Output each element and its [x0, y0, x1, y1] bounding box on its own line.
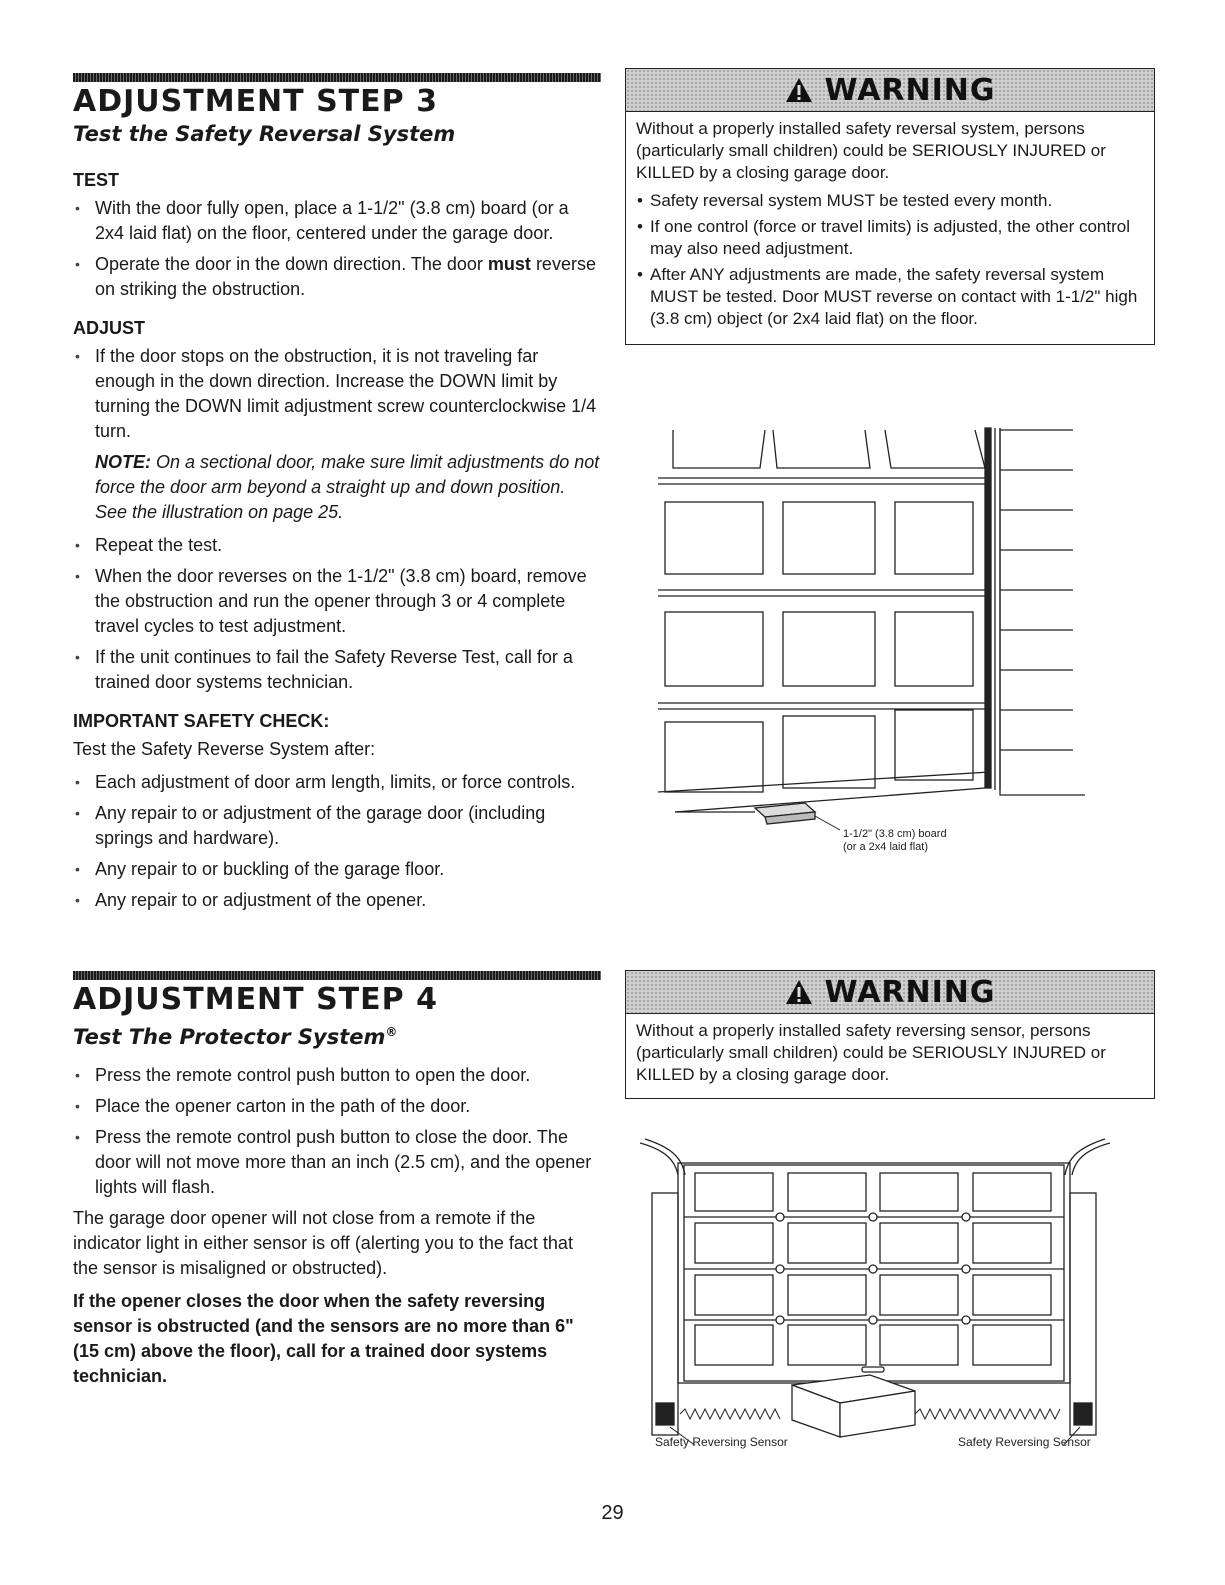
note-label: NOTE:	[95, 452, 151, 472]
note	[73, 450, 601, 525]
warning-box-1	[625, 68, 1155, 345]
warning-header	[626, 69, 1154, 112]
adjust-list	[73, 344, 601, 444]
list-item: • Any repair to or adjustment of the garage door (including springs and hardware).	[73, 801, 601, 851]
list-item: • Any repair to or adjustment of the opener.	[73, 888, 601, 913]
door-board-illustration	[655, 420, 1095, 880]
sensor-label-right: Safety Reversing Sensor	[958, 1435, 1091, 1449]
warning-header	[626, 971, 1154, 1014]
step4-subtitle	[73, 1018, 601, 1051]
list-item: • Press the remote control push button to open the door.	[73, 1063, 601, 1088]
step4-subtitle-text: Test The Protector System	[73, 1025, 386, 1049]
list-item	[73, 252, 601, 302]
step3-section	[73, 73, 601, 919]
step4-list	[73, 1063, 601, 1200]
list-item: • Repeat the test.	[73, 533, 601, 558]
adjust-list-rest	[73, 533, 601, 695]
note-text: On a sectional door, make sure limit adjustments do not force the door arm beyond a straight up and down position. See the illustration on page 25.	[95, 452, 600, 522]
test-header: TEST	[73, 170, 120, 190]
warning-triangle-icon	[784, 978, 814, 1006]
warning-list	[636, 190, 1144, 330]
page-number: 29	[601, 1502, 624, 1524]
list-item: • When the door reverses on the 1-1/2" (3.8 cm) board, remove the obstruction and run the opener through 3 or 4 complete travel cycles to test adjustment.	[73, 564, 601, 639]
step3-rule	[73, 73, 601, 82]
list-item-text: reverse on striking the obstruction.	[95, 254, 596, 299]
list-item: • Press the remote control push button to close the door. The door will not move more than an inch (2.5 cm), and the opener lights will flash.	[73, 1125, 601, 1200]
board-caption	[843, 828, 947, 854]
list-item: • Any repair to or buckling of the garage floor.	[73, 857, 601, 882]
list-item-text: Operate the door in the down direction. The door	[95, 254, 488, 274]
step3-subtitle: Test the Safety Reversal System	[73, 122, 456, 146]
step4-bold-paragraph: If the opener closes the door when the safety reversing sensor is obstructed (and the sensors are no more than 6" (15 cm) above the floor), call for a trained door systems technician.	[73, 1291, 574, 1386]
step3-title: ADJUSTMENT STEP 3	[73, 84, 438, 119]
warning-label: WARNING	[824, 72, 996, 108]
protector-system-illustration	[640, 1135, 1110, 1445]
list-item: • Safety reversal system MUST be tested every month.	[636, 190, 1144, 212]
emphasis-must: must	[487, 254, 531, 274]
warning-intro: Without a properly installed safety reversal system, persons (particularly small children) could be SERIOUSLY INJURED or KILLED by a closing garage door.	[636, 119, 1106, 182]
step4-paragraph: The garage door opener will not close from a remote if the indicator light in either sensor is off (alerting you to the fact that the sensor is misaligned or obstructed).	[73, 1208, 573, 1278]
warning-body	[626, 1014, 1154, 1098]
warning-label: WARNING	[824, 974, 996, 1010]
warning-box-2	[625, 970, 1155, 1099]
warning-triangle-icon	[784, 76, 814, 104]
list-item: • If the door stops on the obstruction, it is not traveling far enough in the down direction. Increase the DOWN limit by turning the DOWN limit adjustment screw counterclockwise 1/4 turn.	[73, 344, 601, 444]
list-item: • If one control (force or travel limits) is adjusted, the other control may also need adjustment.	[636, 216, 1144, 260]
list-item: • After ANY adjustments are made, the safety reversal system MUST be tested. Door MUST reverse on contact with 1-1/2" high (3.8 cm) object (or 2x4 laid flat) on the floor.	[636, 264, 1144, 330]
list-item: • Place the opener carton in the path of the door.	[73, 1094, 601, 1119]
board-caption-line1: 1-1/2" (3.8 cm) board	[843, 828, 947, 840]
registered-mark: ®	[385, 1025, 398, 1039]
list-item: • If the unit continues to fail the Safety Reverse Test, call for a trained door systems technician.	[73, 645, 601, 695]
warning-body	[626, 112, 1154, 344]
list-item: • With the door fully open, place a 1-1/2" (3.8 cm) board (or a 2x4 laid flat) on the floor, centered under the garage door.	[73, 196, 601, 246]
step4-rule	[73, 971, 601, 980]
safety-check-header: IMPORTANT SAFETY CHECK:	[73, 711, 330, 731]
list-item: • Each adjustment of door arm length, limits, or force controls.	[73, 770, 601, 795]
sensor-label-left: Safety Reversing Sensor	[655, 1435, 788, 1449]
board-caption-line2: (or a 2x4 laid flat)	[843, 841, 928, 853]
test-list	[73, 196, 601, 302]
safety-check-intro: Test the Safety Reverse System after:	[73, 739, 376, 759]
warning-intro: Without a properly installed safety reversing sensor, persons (particularly small children) could be SERIOUSLY INJURED or KILLED by a closing garage door.	[636, 1021, 1106, 1084]
safety-check-list	[73, 770, 601, 913]
adjust-header: ADJUST	[73, 318, 146, 338]
step4-title: ADJUSTMENT STEP 4	[73, 982, 438, 1017]
step4-section	[73, 971, 601, 1389]
